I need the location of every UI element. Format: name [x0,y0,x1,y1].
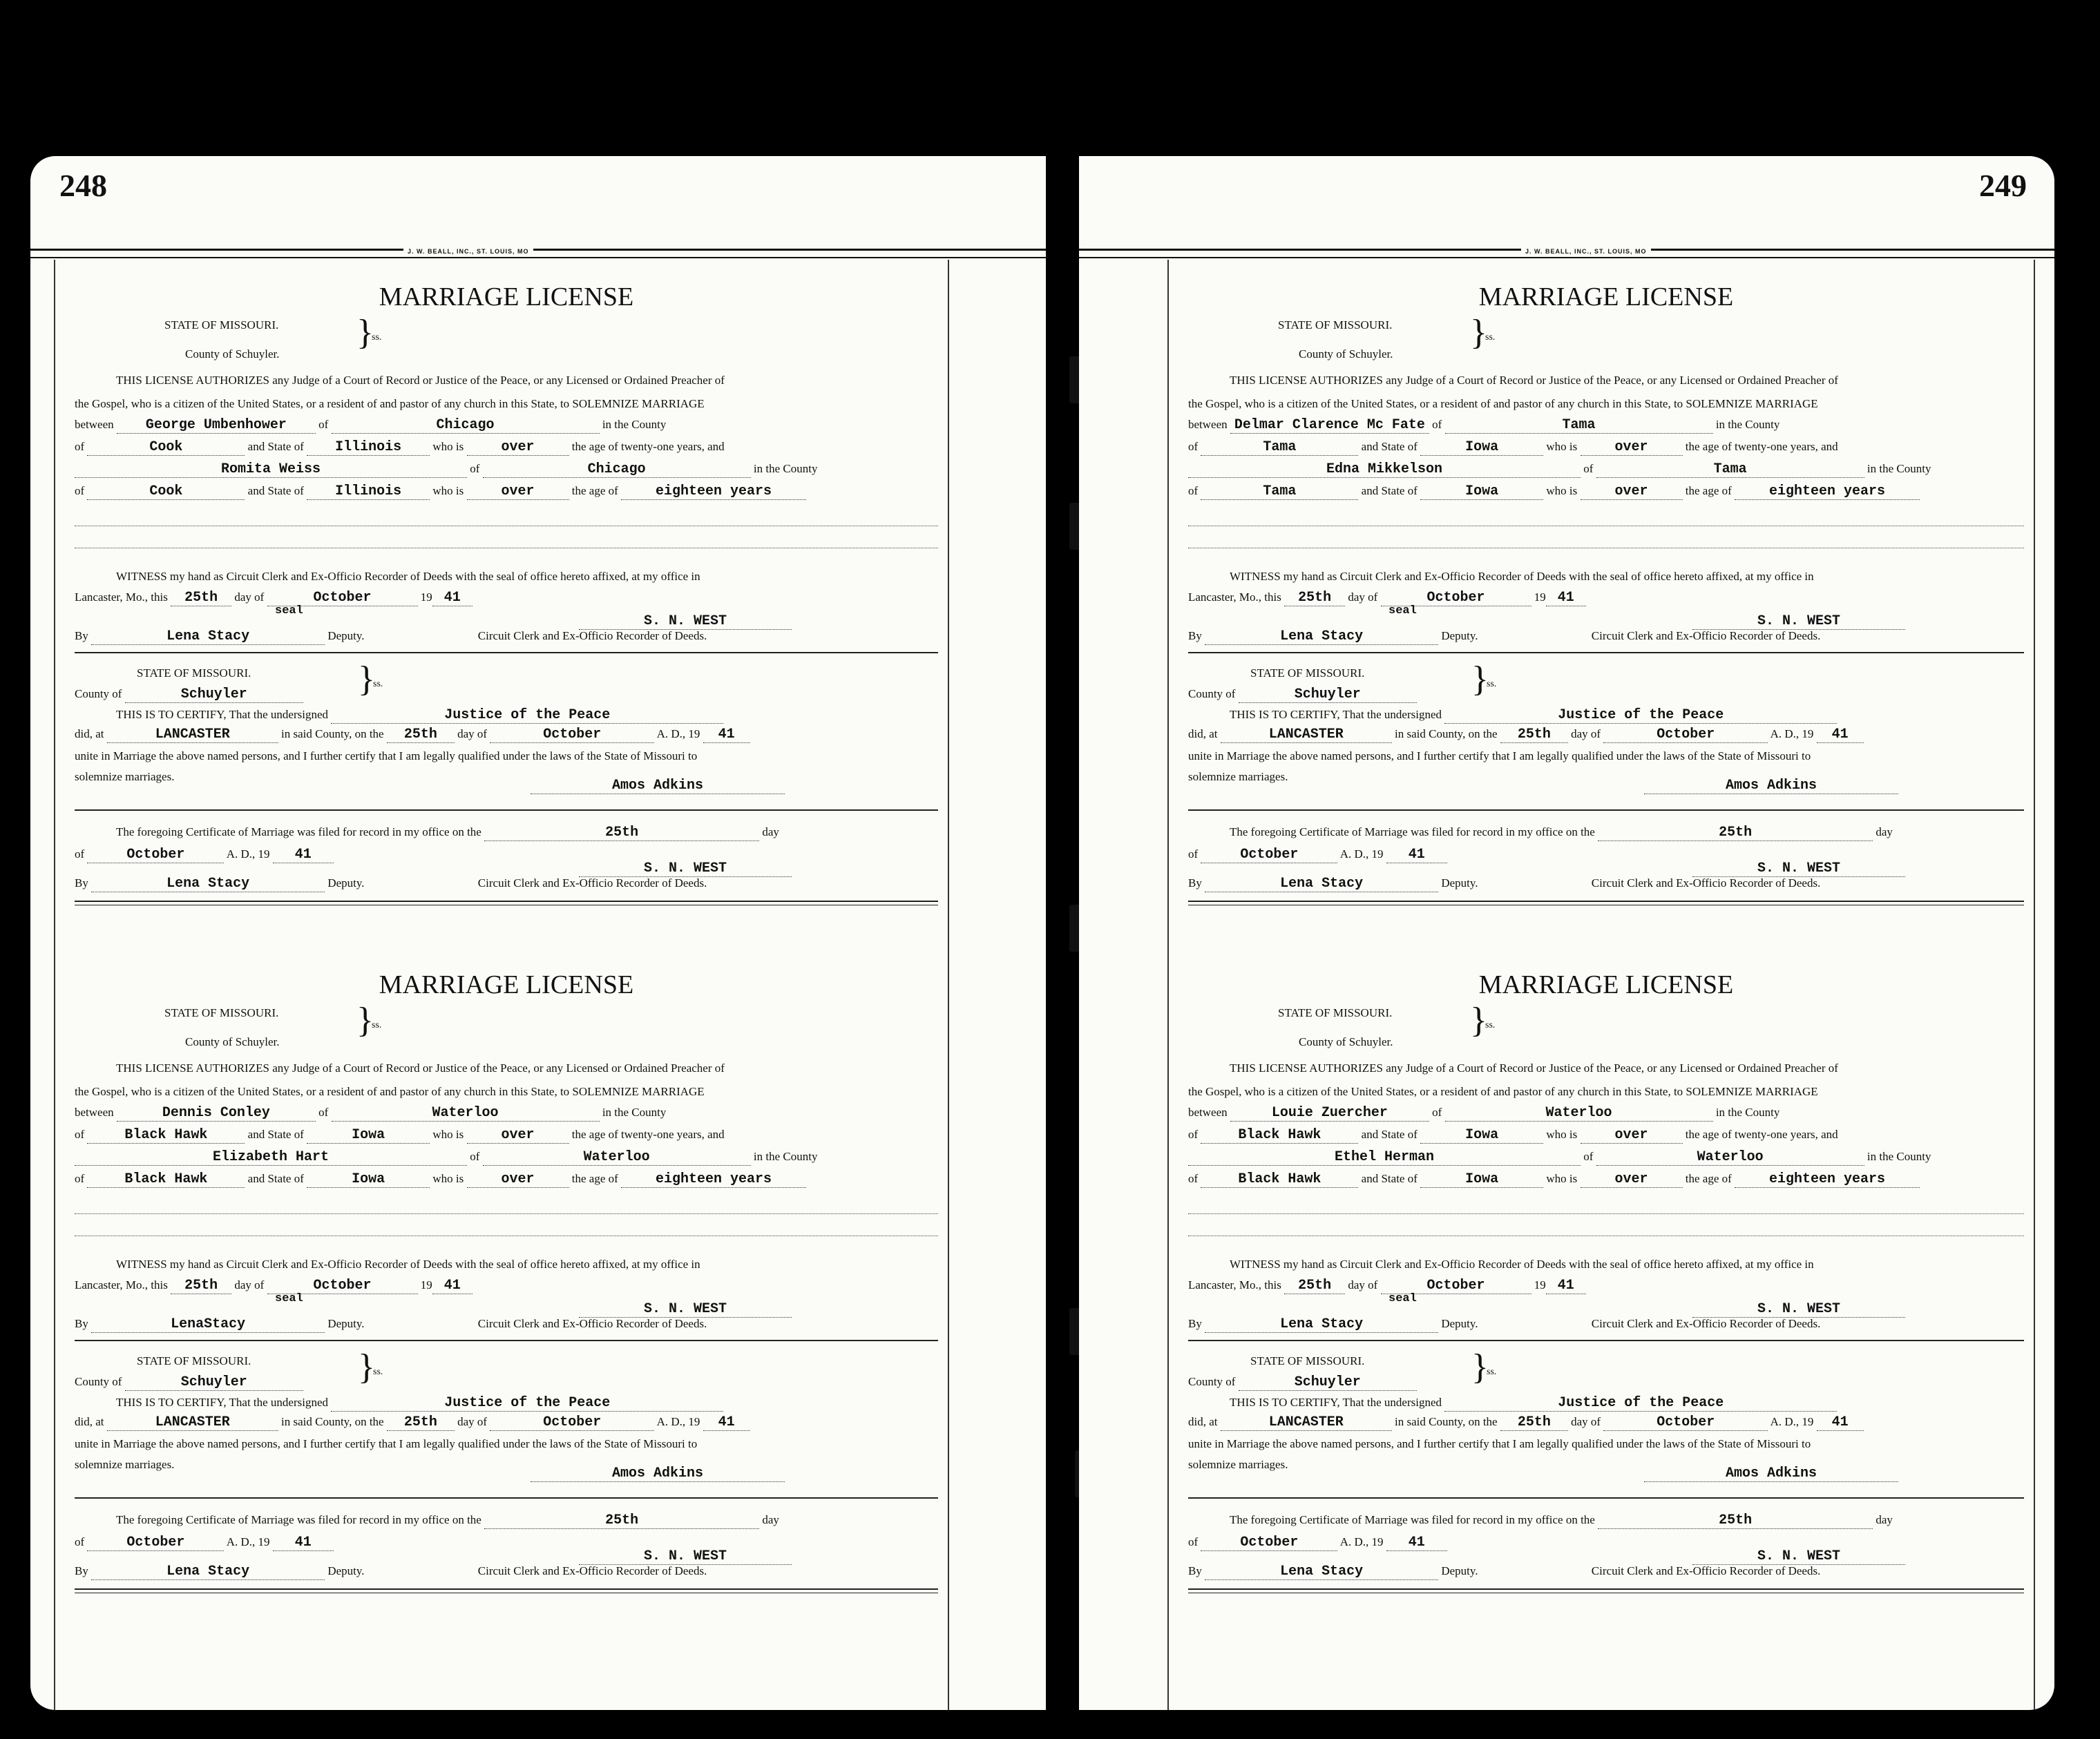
authorizes-text: THIS LICENSE AUTHORIZES any Judge of a Court of Record or Justice of the Peace, or any Licensed or Ordained Preacher of [1230,374,1838,387]
cert-state-label: STATE OF MISSOURI. [137,1354,251,1367]
clerk-title: Circuit Clerk and Ex-Officio Recorder of Deeds. [477,876,707,890]
lancaster-label: Lancaster, Mo., this [75,590,168,604]
groom-state-line: of Black Hawk and State of Iowa who is over the age of twenty-one years, and [1188,1127,1838,1143]
filed-deputy: Lena Stacy [1205,1564,1438,1580]
clerk-title: Circuit Clerk and Ex-Officio Recorder of Deeds. [1591,876,1821,890]
filed-month: October [87,847,224,863]
solemnize-text: solemnize marriages. [75,1458,175,1471]
clerk-name: S. N. WEST [1692,1302,1905,1318]
bride-age-text: eighteen years [1735,1172,1920,1188]
certify-line [1230,1395,2024,1412]
cert-place: LANCASTER [107,727,278,743]
cert-place-line: did, at LANCASTER in said County, on the 25th day of October A. D., 19 41 [1188,1414,2024,1431]
state-label: STATE OF MISSOURI. [164,318,279,332]
cert-day: 25th [387,1415,455,1431]
page-number: 249 [1979,168,2027,203]
state-label: STATE OF MISSOURI. [1278,1006,1393,1019]
date-line: Lancaster, Mo., this 25th day of October 19 41 [1188,1278,2024,1294]
filed-day: 25th [1598,825,1873,841]
groom-county: Tama [1201,440,1358,456]
ss-label: ss. [373,679,383,689]
section-rule [1188,1588,2024,1590]
blank-line [1188,1213,2024,1214]
section-rule [75,652,938,653]
filed-by-line: By Lena Stacy Deputy. Circuit Clerk and Ex-Officio Recorder of Deeds. [1188,876,1821,892]
license-title: MARRIAGE LICENSE [1478,970,1734,999]
filed-clerk-line [579,1548,938,1565]
license-month: October [267,1278,418,1294]
unite-text: unite in Marriage the above named persons, and I further certify that I am legally qualified under the laws of the State of Missouri to [75,749,698,762]
license-title: MARRIAGE LICENSE [1478,282,1734,311]
cert-county: Schuyler [125,687,303,703]
groom-name: Delmar Clarence Mc Fate [1230,418,1429,434]
groom-state: Iowa [307,1128,430,1144]
lancaster-label: Lancaster, Mo., this [1188,590,1281,604]
year-prefix: 19 [1534,590,1546,604]
groom-state-line: of Cook and State of Illinois who is over the age of twenty-one years, and [75,439,725,455]
authorizes-text: THIS LICENSE AUTHORIZES any Judge of a Court of Record or Justice of the Peace, or any Licensed or Ordained Preacher of [116,374,725,387]
cert-month: October [490,727,654,743]
officiant-sig-line [531,1466,938,1482]
cert-state-label: STATE OF MISSOURI. [137,666,251,680]
filed-clerk-line [1692,1548,2024,1565]
bride-name: Romita Weiss [75,462,467,478]
clerk-title: Circuit Clerk and Ex-Officio Recorder of Deeds. [1591,1564,1821,1577]
county-label: County of Schuyler. [1299,1035,1393,1048]
ss-label: ss. [372,332,382,343]
marriage-license [1188,282,2024,978]
bride-line: Elizabeth Hart of Waterloo in the County [75,1149,938,1166]
officiant-title: Justice of the Peace [1444,1396,1837,1412]
officiant-title: Justice of the Peace [331,1396,723,1412]
date-line: Lancaster, Mo., this 25th day of October 19 41 [75,590,938,606]
solemnize-text: solemnize marriages. [1188,770,1288,783]
clerk-sig-line [579,1301,938,1318]
cert-place: LANCASTER [107,1415,278,1431]
groom-age: over [467,440,569,456]
license-year: 41 [432,590,472,606]
clerk-sig-line [1692,1301,2024,1318]
license-month: October [1381,590,1531,606]
certify-line [116,707,938,724]
county-label: County of Schuyler. [185,347,280,361]
blank-line [75,1235,938,1236]
filed-month: October [1201,1535,1337,1551]
gospel-text: the Gospel, who is a citizen of the United States, or a resident of and pastor of any church in this State, to SOLEMNIZE MARRIAGE [75,1085,705,1098]
by-line: By LenaStacy Deputy. Circuit Clerk and Ex-Officio Recorder of Deeds. [75,1316,707,1332]
unite-text: unite in Marriage the above named persons, and I further certify that I am legally qualified under the laws of the State of Missouri to [1188,749,1811,762]
filed-day: 25th [1598,1513,1873,1529]
officiant-name: Amos Adkins [531,1466,785,1482]
filed-month-line: of October A. D., 19 41 [75,1535,938,1551]
bride-state: Illinois [307,484,430,500]
clerk-name: S. N. WEST [579,1302,792,1318]
cert-place: LANCASTER [1221,727,1392,743]
header-rule [30,257,1046,258]
bride-state: Iowa [1420,484,1543,500]
cert-state-label: STATE OF MISSOURI. [1250,1354,1365,1367]
section-rule [75,1497,938,1499]
bride-state-line: of Black Hawk and State of Iowa who is over the age of eighteen years [1188,1171,2024,1188]
ss-label: ss. [372,1020,382,1030]
cert-place: LANCASTER [1221,1415,1392,1431]
bride-county: Cook [87,484,245,500]
cert-place-line: did, at LANCASTER in said County, on the 25th day of October A. D., 19 41 [1188,727,2024,743]
witness-text: WITNESS my hand as Circuit Clerk and Ex-Officio Recorder of Deeds with the seal of office hereto affixed, at my office in [116,1258,700,1271]
filed-deputy: Lena Stacy [91,1564,325,1580]
seal-mark: seal [1388,604,1417,617]
gospel-text: the Gospel, who is a citizen of the United States, or a resident of and pastor of any church in this State, to SOLEMNIZE MARRIAGE [1188,397,1818,410]
filed-year: 41 [273,1535,334,1551]
ss-label: ss. [1487,1367,1497,1377]
cert-place-line: did, at LANCASTER in said County, on the 25th day of October A. D., 19 41 [75,1414,938,1431]
filed-by-line: By Lena Stacy Deputy. Circuit Clerk and Ex-Officio Recorder of Deeds. [75,876,707,892]
seal-mark: seal [275,604,303,617]
license-title: MARRIAGE LICENSE [379,282,634,311]
section-rule [1188,901,2024,902]
filed-deputy: Lena Stacy [91,876,325,892]
groom-state-line: of Black Hawk and State of Iowa who is over the age of twenty-one years, and [75,1127,725,1143]
bride-state: Iowa [1420,1172,1543,1188]
cert-county: Schuyler [1239,1375,1417,1391]
bride-age-text: eighteen years [621,1172,806,1188]
bride-line: Romita Weiss of Chicago in the County [75,461,938,478]
filed-text: The foregoing Certificate of Marriage was filed for record in my office on the [1230,825,1595,838]
cert-county-line: County of Schuyler [1188,1374,2024,1391]
cert-month: October [490,1415,654,1431]
groom-state-line: of Tama and State of Iowa who is over the age of twenty-one years, and [1188,439,1838,455]
bride-age: over [1581,484,1683,500]
filed-deputy: Lena Stacy [1205,876,1438,892]
cert-month: October [1603,727,1768,743]
groom-state: Illinois [307,440,430,456]
deputy-name: Lena Stacy [91,629,325,645]
bride-city: Tama [1596,462,1864,478]
seal-mark: seal [275,1292,303,1305]
blank-line [75,547,938,548]
bride-county: Black Hawk [1201,1172,1358,1188]
gospel-text: the Gospel, who is a citizen of the United States, or a resident of and pastor of any church in this State, to SOLEMNIZE MARRIAGE [1188,1085,1818,1098]
officiant-name: Amos Adkins [531,778,785,794]
bride-state-line: of Black Hawk and State of Iowa who is over the age of eighteen years [75,1171,938,1188]
groom-city: Waterloo [332,1106,600,1122]
filed-year: 41 [1386,1535,1447,1551]
officiant-title: Justice of the Peace [1444,708,1837,724]
section-rule [75,1340,938,1341]
witness-text: WITNESS my hand as Circuit Clerk and Ex-Officio Recorder of Deeds with the seal of office hereto affixed, at my office in [1230,570,1814,583]
seal-mark: seal [1388,1292,1417,1305]
filed-month: October [1201,847,1337,863]
filed-month-line: of October A. D., 19 41 [75,847,938,863]
bride-age-text: eighteen years [621,484,806,500]
filed-year: 41 [1386,847,1447,863]
filed-line: The foregoing Certificate of Marriage was filed for record in my office on the 25th day [1230,825,1893,840]
ss-label: ss. [373,1367,383,1377]
license-title: MARRIAGE LICENSE [379,970,634,999]
section-rule [1188,809,2024,811]
filed-clerk: S. N. WEST [1692,861,1905,877]
ss-label: ss. [1485,1020,1496,1030]
filed-clerk-line [579,861,938,877]
officiant-name: Amos Adkins [1644,1466,1898,1482]
license-year: 41 [1546,1278,1586,1294]
filed-by-line: By Lena Stacy Deputy. Circuit Clerk and Ex-Officio Recorder of Deeds. [1188,1564,1821,1579]
certify-text: THIS IS TO CERTIFY, That the undersigned [116,708,329,721]
license-day: 25th [171,1278,231,1294]
groom-line: between Dennis Conley of Waterloo in the County [75,1105,667,1121]
bride-name: Elizabeth Hart [75,1150,467,1166]
groom-age: over [1581,440,1683,456]
blank-line [1188,525,2024,526]
groom-name: Dennis Conley [117,1106,316,1122]
printer-imprint: J. W. BEALL, INC., ST. LOUIS, MO [403,248,533,255]
groom-state: Iowa [1420,440,1543,456]
deputy-name: LenaStacy [91,1317,325,1333]
section-rule [1188,1340,2024,1341]
brace: } [358,660,375,699]
lancaster-label: Lancaster, Mo., this [1188,1278,1281,1291]
cert-year: 41 [703,727,750,743]
license-day: 25th [171,590,231,606]
bride-name: Ethel Herman [1188,1150,1581,1166]
cert-month: October [1603,1415,1768,1431]
filed-by-line: By Lena Stacy Deputy. Circuit Clerk and Ex-Officio Recorder of Deeds. [75,1564,707,1579]
deputy-name: Lena Stacy [1205,1317,1438,1333]
license-month: October [267,590,418,606]
section-rule [1188,1497,2024,1499]
bride-county: Tama [1201,484,1358,500]
unite-text: unite in Marriage the above named persons, and I further certify that I am legally qualified under the laws of the State of Missouri to [75,1437,698,1450]
bride-age: over [1581,1172,1683,1188]
groom-line: between Delmar Clarence Mc Fate of Tama in the County [1188,417,1780,433]
groom-name: Louie Zuercher [1230,1106,1429,1122]
filed-line: The foregoing Certificate of Marriage was filed for record in my office on the 25th day [116,1512,779,1528]
filed-clerk-line [1692,861,2024,877]
lancaster-label: Lancaster, Mo., this [75,1278,168,1291]
groom-city: Chicago [332,418,600,434]
filed-day: 25th [484,1513,759,1529]
year-prefix: 19 [1534,1278,1546,1291]
date-line: Lancaster, Mo., this 25th day of October 19 41 [75,1278,938,1294]
groom-line: between Louie Zuercher of Waterloo in the County [1188,1105,1780,1121]
section-rule [1188,652,2024,653]
printer-imprint: J. W. BEALL, INC., ST. LOUIS, MO [1521,248,1651,255]
cert-year: 41 [1817,1415,1864,1431]
cert-state-label: STATE OF MISSOURI. [1250,666,1365,680]
blank-line [1188,547,2024,548]
date-line: Lancaster, Mo., this 25th day of October 19 41 [1188,590,2024,606]
state-label: STATE OF MISSOURI. [1278,318,1393,332]
filed-clerk: S. N. WEST [579,1549,792,1565]
license-year: 41 [1546,590,1586,606]
section-rule [75,1588,938,1590]
cert-county-line: County of Schuyler [75,686,938,703]
cert-county-line: County of Schuyler [1188,686,2024,703]
filed-year: 41 [273,847,334,863]
groom-county: Black Hawk [1201,1128,1358,1144]
certify-text: THIS IS TO CERTIFY, That the undersigned [1230,1396,1442,1409]
clerk-name: S. N. WEST [1692,614,1905,630]
license-month: October [1381,1278,1531,1294]
bride-age: over [467,1172,569,1188]
groom-state: Iowa [1420,1128,1543,1144]
marriage-license [75,970,938,1666]
page-right [1079,156,2054,1710]
marriage-license [1188,970,2024,1666]
filed-clerk: S. N. WEST [1692,1549,1905,1565]
state-label: STATE OF MISSOURI. [164,1006,279,1019]
authorizes-text: THIS LICENSE AUTHORIZES any Judge of a Court of Record or Justice of the Peace, or any Licensed or Ordained Preacher of [116,1061,725,1075]
gospel-text: the Gospel, who is a citizen of the United States, or a resident of and pastor of any church in this State, to SOLEMNIZE MARRIAGE [75,397,705,410]
witness-text: WITNESS my hand as Circuit Clerk and Ex-Officio Recorder of Deeds with the seal of office hereto affixed, at my office in [116,570,700,583]
bride-city: Chicago [483,462,751,478]
clerk-title: Circuit Clerk and Ex-Officio Recorder of Deeds. [1591,1317,1821,1330]
bride-line: Ethel Herman of Waterloo in the County [1188,1149,2024,1166]
county-label: County of Schuyler. [185,1035,280,1048]
bride-line: Edna Mikkelson of Tama in the County [1188,461,2024,478]
brace: } [1470,1001,1487,1040]
ss-label: ss. [1485,332,1496,343]
header-rule [30,249,1046,251]
groom-city: Waterloo [1445,1106,1713,1122]
bride-state-line: of Cook and State of Illinois who is over the age of eighteen years [75,483,938,500]
bride-county: Black Hawk [87,1172,245,1188]
witness-text: WITNESS my hand as Circuit Clerk and Ex-Officio Recorder of Deeds with the seal of office hereto affixed, at my office in [1230,1258,1814,1271]
cert-county: Schuyler [1239,687,1417,703]
license-day: 25th [1284,1278,1345,1294]
certify-line [1230,707,2024,724]
authorizes-text: THIS LICENSE AUTHORIZES any Judge of a Court of Record or Justice of the Peace, or any Licensed or Ordained Preacher of [1230,1061,1838,1075]
solemnize-text: solemnize marriages. [75,770,175,783]
groom-age: over [467,1128,569,1144]
groom-age: over [1581,1128,1683,1144]
cert-day: 25th [387,727,455,743]
groom-county: Black Hawk [87,1128,245,1144]
bride-name: Edna Mikkelson [1188,462,1581,478]
filed-line: The foregoing Certificate of Marriage was filed for record in my office on the 25th day [1230,1512,1893,1528]
bride-age-text: eighteen years [1735,484,1920,500]
license-year: 41 [432,1278,472,1294]
cert-county: Schuyler [125,1375,303,1391]
by-line: By Lena Stacy Deputy. Circuit Clerk and Ex-Officio Recorder of Deeds. [1188,628,1821,644]
brace: } [1470,313,1487,352]
page-left [30,156,1046,1710]
clerk-title: Circuit Clerk and Ex-Officio Recorder of Deeds. [477,629,707,642]
cert-year: 41 [703,1415,750,1431]
cert-county-line: County of Schuyler [75,1374,938,1391]
bride-state: Iowa [307,1172,430,1188]
blank-line [75,525,938,526]
cert-year: 41 [1817,727,1864,743]
certify-text: THIS IS TO CERTIFY, That the undersigned [1230,708,1442,721]
officiant-sig-line [1644,778,2024,794]
brace: } [356,1001,374,1040]
brace: } [1471,1347,1489,1387]
county-label: County of Schuyler. [1299,347,1393,361]
clerk-title: Circuit Clerk and Ex-Officio Recorder of Deeds. [477,1564,707,1577]
clerk-title: Circuit Clerk and Ex-Officio Recorder of Deeds. [1591,629,1821,642]
header-rule [1079,257,2054,258]
brace: } [356,313,374,352]
officiant-title: Justice of the Peace [331,708,723,724]
filed-month: October [87,1535,224,1551]
officiant-name: Amos Adkins [1644,778,1898,794]
license-day: 25th [1284,590,1345,606]
certify-line [116,1395,938,1412]
filed-text: The foregoing Certificate of Marriage was filed for record in my office on the [1230,1513,1595,1526]
certify-text: THIS IS TO CERTIFY, That the undersigned [116,1396,329,1409]
groom-city: Tama [1445,418,1713,434]
bride-state-line: of Tama and State of Iowa who is over the age of eighteen years [1188,483,2024,500]
filed-text: The foregoing Certificate of Marriage was filed for record in my office on the [116,1513,481,1526]
blank-line [75,1213,938,1214]
cert-day: 25th [1500,727,1568,743]
brace: } [358,1347,375,1387]
filed-month-line: of October A. D., 19 41 [1188,847,2024,863]
bride-city: Waterloo [1596,1150,1864,1166]
clerk-sig-line [1692,613,2024,630]
filed-text: The foregoing Certificate of Marriage was filed for record in my office on the [116,825,481,838]
solemnize-text: solemnize marriages. [1188,1458,1288,1471]
year-prefix: 19 [420,1278,432,1291]
filed-month-line: of October A. D., 19 41 [1188,1535,2024,1551]
groom-county: Cook [87,440,245,456]
deputy-name: Lena Stacy [1205,629,1438,645]
section-rule [75,901,938,902]
bride-city: Waterloo [483,1150,751,1166]
unite-text: unite in Marriage the above named persons, and I further certify that I am legally qualified under the laws of the State of Missouri to [1188,1437,1811,1450]
marriage-license [75,282,938,978]
brace: } [1471,660,1489,699]
groom-line: between George Umbenhower of Chicago in the County [75,417,667,433]
year-prefix: 19 [420,590,432,604]
bride-age: over [467,484,569,500]
filed-day: 25th [484,825,759,841]
ss-label: ss. [1487,679,1497,689]
clerk-name: S. N. WEST [579,614,792,630]
cert-day: 25th [1500,1415,1568,1431]
by-line: By Lena Stacy Deputy. Circuit Clerk and Ex-Officio Recorder of Deeds. [75,628,707,644]
cert-place-line: did, at LANCASTER in said County, on the 25th day of October A. D., 19 41 [75,727,938,743]
filed-line: The foregoing Certificate of Marriage was filed for record in my office on the 25th day [116,825,779,840]
section-rule [75,809,938,811]
clerk-title: Circuit Clerk and Ex-Officio Recorder of Deeds. [477,1317,707,1330]
clerk-sig-line [579,613,938,630]
by-line: By Lena Stacy Deputy. Circuit Clerk and Ex-Officio Recorder of Deeds. [1188,1316,1821,1332]
blank-line [1188,1235,2024,1236]
filed-clerk: S. N. WEST [579,861,792,877]
groom-name: George Umbenhower [117,418,316,434]
officiant-sig-line [531,778,938,794]
page-number: 248 [59,168,107,203]
officiant-sig-line [1644,1466,2024,1482]
